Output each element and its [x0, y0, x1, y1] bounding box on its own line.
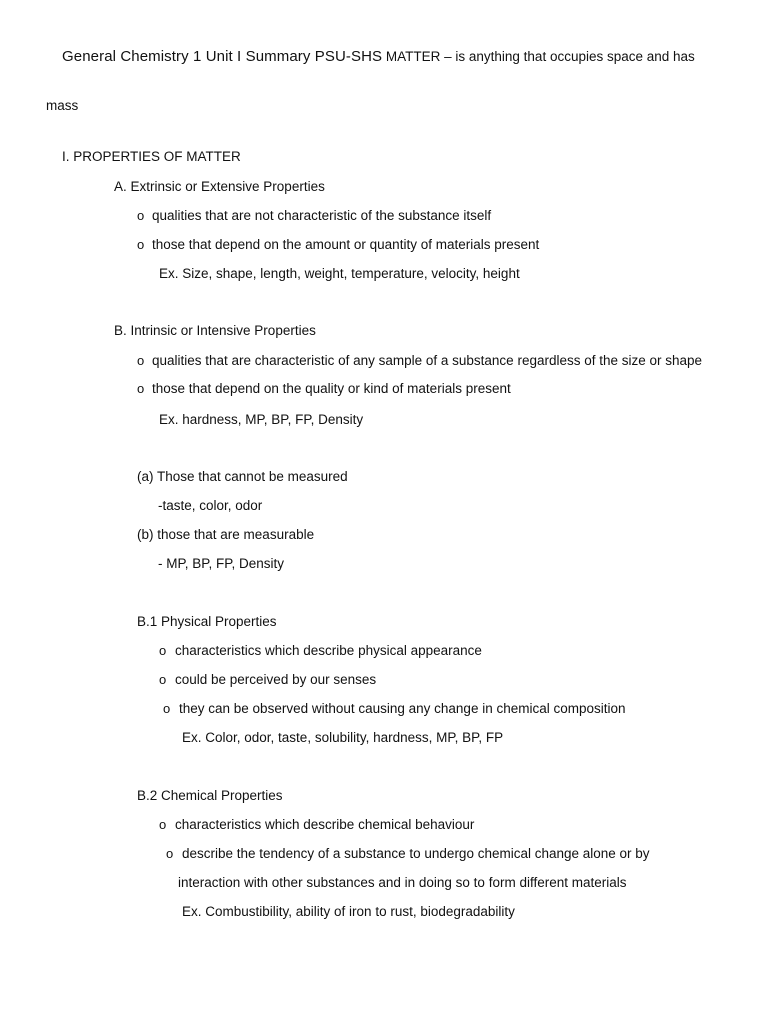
title-line	[62, 49, 695, 65]
bullet-item: o they can be observed without causing any change in chemical composition	[163, 701, 626, 716]
bullet-icon: o	[137, 381, 145, 396]
bullet-icon: o	[166, 846, 174, 861]
chemical-properties-heading: B.2 Chemical Properties	[137, 788, 283, 803]
bullet-icon: o	[159, 817, 167, 832]
example-line: Ex. Combustibility, ability of iron to rust, biodegradability	[182, 904, 515, 919]
subsection-b-heading: B. Intrinsic or Intensive Properties	[114, 323, 316, 338]
matter-definition: MATTER – is anything that occupies space and has	[382, 49, 695, 64]
example-line: Ex. Size, shape, length, weight, temperature, velocity, height	[159, 266, 520, 281]
bullet-item: o qualities that are not characteristic of the substance itself	[137, 208, 492, 223]
document-title: General Chemistry 1 Unit I Summary PSU-SHS	[62, 48, 383, 65]
bullet-item: o those that depend on the amount or quantity of materials present	[137, 237, 540, 252]
matter-definition-continued: mass	[46, 98, 79, 113]
sub-item-b-values: - MP, BP, FP, Density	[158, 556, 285, 571]
bullet-icon: o	[137, 208, 145, 223]
bullet-icon: o	[137, 237, 145, 252]
sub-item-a-values: -taste, color, odor	[158, 498, 263, 513]
bullet-item: o describe the tendency of a substance to undergo chemical change alone or by	[166, 846, 650, 861]
example-line: Ex. hardness, MP, BP, FP, Density	[159, 412, 364, 427]
bullet-icon: o	[159, 672, 167, 687]
bullet-item: o those that depend on the quality or kind of materials present	[137, 381, 511, 396]
section-heading: I. PROPERTIES OF MATTER	[62, 149, 241, 164]
physical-properties-heading: B.1 Physical Properties	[137, 614, 277, 629]
sub-item-a: (a) Those that cannot be measured	[137, 469, 348, 484]
bullet-continuation: interaction with other substances and in doing so to form different materials	[178, 875, 627, 890]
bullet-item: o qualities that are characteristic of any sample of a substance regardless of the size or shape	[137, 353, 703, 368]
bullet-item: o could be perceived by our senses	[159, 672, 377, 687]
bullet-item: o characteristics which describe physical appearance	[159, 643, 482, 658]
sub-item-b: (b) those that are measurable	[137, 527, 315, 542]
bullet-icon: o	[159, 643, 167, 658]
bullet-icon: o	[163, 701, 171, 716]
bullet-icon: o	[137, 353, 145, 368]
subsection-a-heading: A. Extrinsic or Extensive Properties	[114, 179, 325, 194]
example-line: Ex. Color, odor, taste, solubility, hardness, MP, BP, FP	[182, 730, 504, 745]
bullet-item: o characteristics which describe chemical behaviour	[159, 817, 475, 832]
